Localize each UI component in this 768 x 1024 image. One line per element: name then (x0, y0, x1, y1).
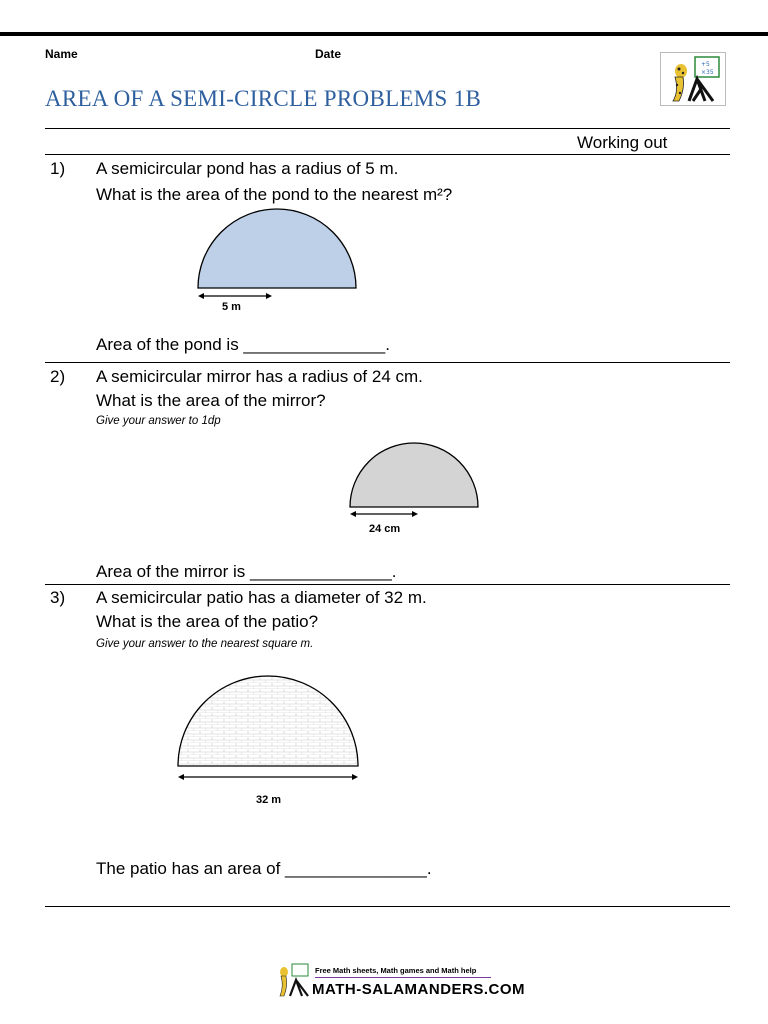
problem-divider (45, 584, 730, 585)
footer-logo-icon (272, 962, 312, 1000)
patio-semicircle (178, 676, 358, 766)
dimension-label: 32 m (256, 794, 282, 806)
problem-divider (45, 362, 730, 363)
problem-text-line2: What is the area of the mirror? (96, 391, 326, 410)
problem-note: Give your answer to 1dp (96, 415, 221, 427)
problem-text-line2: What is the area of the patio? (96, 612, 319, 631)
problem-number: 3) (50, 588, 66, 607)
patio-semicircle-diagram (170, 665, 370, 795)
mirror-semicircle (350, 443, 478, 507)
footer-tagline: Free Math sheets, Math games and Math help (315, 966, 477, 975)
answer-line: The patio has an area of _______________. (96, 859, 432, 878)
dimension-label: 24 cm (369, 523, 401, 535)
footer-tagline-underline (315, 977, 491, 978)
footer-brand: MATH-SALAMANDERS.COM (312, 981, 526, 998)
problem-number: 1) (50, 159, 66, 178)
problem-text-line2: What is the area of the pond to the nearest m²? (96, 185, 453, 204)
header-rule (45, 128, 730, 129)
problem-note: Give your answer to the nearest square m. (96, 638, 314, 650)
mirror-semicircle-diagram (340, 430, 490, 530)
pond-semicircle (198, 209, 356, 288)
problem-text-line1: A semicircular mirror has a radius of 24 cm. (96, 367, 423, 386)
bottom-rule (45, 906, 730, 907)
problem-text-line1: A semicircular pond has a radius of 5 m. (96, 159, 399, 178)
dimension-label: 5 m (222, 301, 241, 313)
problem-number: 2) (50, 367, 66, 386)
date-label: Date (315, 47, 342, 61)
svg-text:×35: ×35 (701, 69, 714, 76)
top-bar (0, 32, 768, 36)
working-out-label: Working out (577, 133, 668, 152)
name-label: Name (45, 47, 78, 61)
salamander-logo (660, 52, 726, 106)
svg-text:+5: +5 (701, 61, 710, 68)
problem-text-line1: A semicircular patio has a diameter of 32 m. (96, 588, 427, 607)
page-title: AREA OF A SEMI-CIRCLE PROBLEMS 1B (45, 86, 482, 111)
pond-semicircle-diagram (190, 200, 370, 320)
working-out-rule (45, 154, 730, 155)
answer-line: Area of the pond is _______________. (96, 335, 390, 354)
answer-line: Area of the mirror is _______________. (96, 562, 397, 581)
